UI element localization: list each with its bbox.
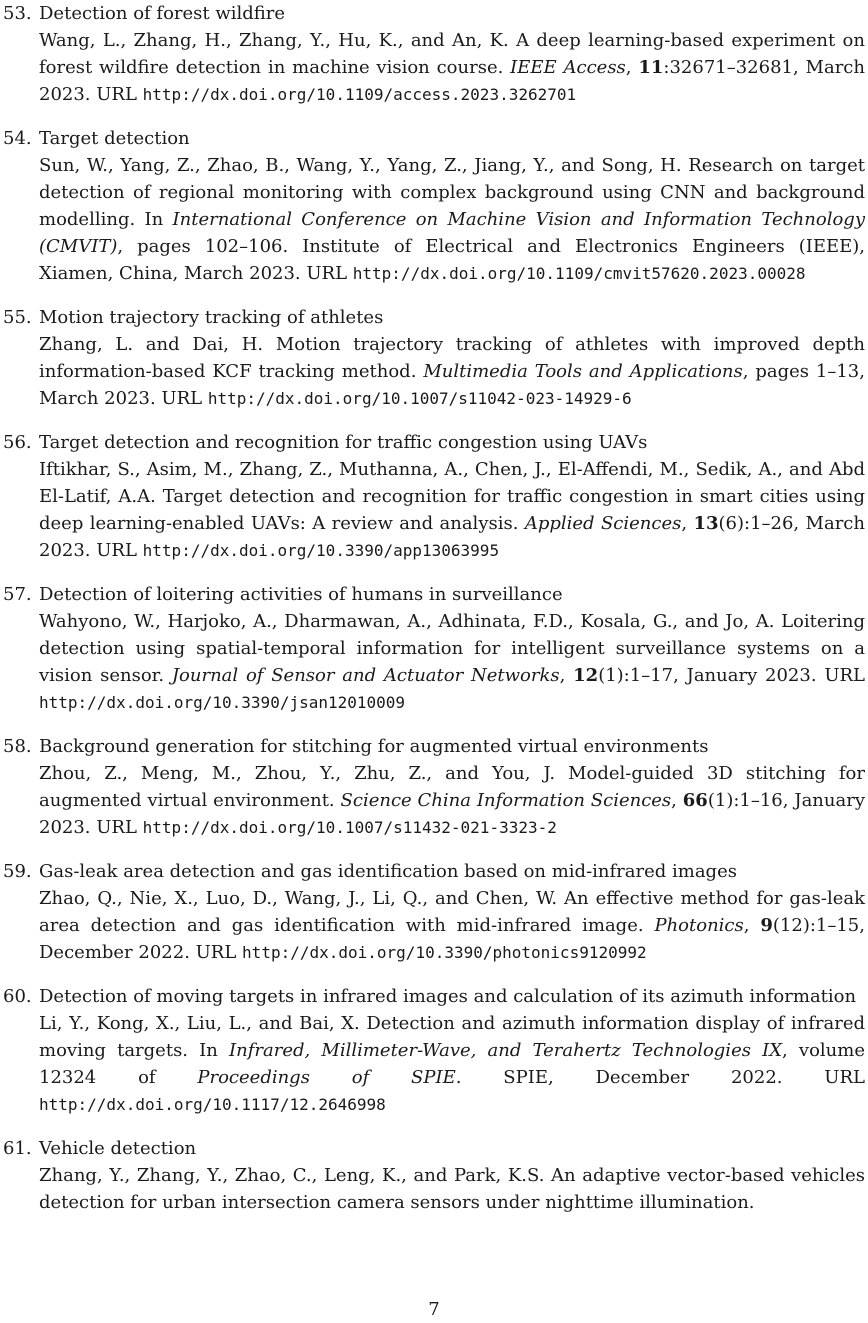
reference-number: 58. <box>3 736 32 757</box>
reference-citation <box>39 152 865 287</box>
reference-entry <box>0 429 868 564</box>
reference-topic: Background generation for stitching for augmented virtual environments <box>39 736 709 757</box>
citation-text: (6):1–26, March 2023. URL <box>39 513 865 561</box>
citation-venue: Science China Information Sciences <box>340 790 672 811</box>
citation-venue: Multimedia Tools and Applications <box>423 361 743 382</box>
citation-text: (1):1–17, January 2023. URL <box>598 665 866 686</box>
citation-text: , <box>681 513 694 534</box>
reference-number: 59. <box>3 861 32 882</box>
reference-entry <box>0 125 868 287</box>
citation-volume: 11 <box>638 57 664 78</box>
citation-text: , volume 12324 of <box>39 1040 865 1088</box>
citation-url[interactable]: http://dx.doi.org/10.1007/s11432-021-3323-2 <box>142 818 557 837</box>
citation-url[interactable]: http://dx.doi.org/10.1007/s11042-023-14929-6 <box>207 389 632 408</box>
citation-text: (1):1–16, January 2023. URL <box>39 790 865 838</box>
reference-entry <box>0 983 868 1118</box>
reference-number: 57. <box>3 584 32 605</box>
reference-number: 56. <box>3 432 32 453</box>
reference-citation <box>39 456 865 564</box>
reference-topic: Gas-leak area detection and gas identification based on mid-infrared images <box>39 861 737 882</box>
citation-venue: Photonics <box>654 915 744 936</box>
reference-entry <box>0 304 868 412</box>
citation-text: Li, Y., Kong, X., Liu, L., and Bai, X. Detection and azimuth information display of infrared moving targets. In <box>39 1013 865 1061</box>
citation-volume: 9 <box>760 915 773 936</box>
reference-topic: Detection of moving targets in infrared images and calculation of its azimuth information <box>39 986 857 1007</box>
reference-number: 55. <box>3 307 32 328</box>
citation-text: Zhang, Y., Zhang, Y., Zhao, C., Leng, K., and Park, K.S. An adaptive vector-based vehicles detection for urban intersection camera sensors under nighttime illumination. <box>39 1165 865 1213</box>
citation-venue: Journal of Sensor and Actuator Networks <box>171 665 560 686</box>
citation-text: , <box>743 915 761 936</box>
reference-number: 60. <box>3 986 32 1007</box>
citation-text: Zhao, Q., Nie, X., Luo, D., Wang, J., Li, Q., and Chen, W. An effective method for gas-leak area detection and gas identification with mid-infrared image. <box>39 888 865 936</box>
citation-text: Zhou, Z., Meng, M., Zhou, Y., Zhu, Z., and You, J. Model-guided 3D stitching for augmented virtual environment. <box>39 763 865 811</box>
reference-topic: Target detection <box>39 128 190 149</box>
citation-text: (12):1–15, December 2022. URL <box>39 915 865 963</box>
reference-entry <box>0 1135 868 1216</box>
citation-text: , <box>671 790 683 811</box>
page-number: 7 <box>428 1299 440 1320</box>
citation-url[interactable]: http://dx.doi.org/10.1109/cmvit57620.2023.00028 <box>352 264 806 283</box>
reference-number: 61. <box>3 1138 32 1159</box>
reference-entry <box>0 0 868 108</box>
reference-citation <box>39 885 865 966</box>
reference-citation <box>39 608 865 716</box>
citation-text: Zhang, L. and Dai, H. Motion trajectory tracking of athletes with improved depth information-based KCF tracking method. <box>39 334 865 382</box>
citation-text: Sun, W., Yang, Z., Zhao, B., Wang, Y., Yang, Z., Jiang, Y., and Song, H. Research on target detection of regional monitoring with complex background using CNN and background modelling. In <box>39 155 865 230</box>
reference-entry <box>0 733 868 841</box>
citation-text: . SPIE, December 2022. URL <box>455 1067 865 1088</box>
reference-topic: Motion trajectory tracking of athletes <box>39 307 384 328</box>
reference-number: 53. <box>3 3 32 24</box>
reference-number: 54. <box>3 128 32 149</box>
citation-text: , pages 1–13, March 2023. URL <box>39 361 865 409</box>
citation-volume: 13 <box>693 513 719 534</box>
citation-volume: 12 <box>573 665 599 686</box>
reference-citation <box>39 760 865 841</box>
citation-url[interactable]: http://dx.doi.org/10.1117/12.2646998 <box>39 1095 386 1114</box>
citation-venue: Infrared, Millimeter-Wave, and Terahertz Technologies IX <box>229 1040 783 1061</box>
reference-topic: Vehicle detection <box>39 1138 197 1159</box>
citation-text: Iftikhar, S., Asim, M., Zhang, Z., Muthanna, A., Chen, J., El-Affendi, M., Sedik, A., and Abd El-Latif, A.A. Target detection and recognition for traffic congestion in smart cities using deep learning-enabled UAVs: A review and analysis. <box>39 459 865 534</box>
citation-text: :32671–32681, March 2023. URL <box>39 57 865 105</box>
citation-venue: Applied Sciences <box>524 513 682 534</box>
reference-topic: Detection of loitering activities of humans in surveillance <box>39 584 563 605</box>
reference-citation <box>39 1010 865 1118</box>
citation-url[interactable]: http://dx.doi.org/10.3390/app13063995 <box>142 541 500 560</box>
reference-topic: Detection of forest wildfire <box>39 3 286 24</box>
citation-url[interactable]: http://dx.doi.org/10.3390/photonics9120992 <box>242 943 647 962</box>
citation-text: , pages 102–106. Institute of Electrical and Electronics Engineers (IEEE), Xiamen, China, March 2023. URL <box>39 236 865 284</box>
reference-entry <box>0 858 868 966</box>
citation-text: , <box>625 57 639 78</box>
reference-citation <box>39 27 865 108</box>
citation-text: Wang, L., Zhang, H., Zhang, Y., Hu, K., and An, K. A deep learning-based experiment on forest wildfire detection in machine vision course. <box>39 30 865 78</box>
reference-topic: Target detection and recognition for traffic congestion using UAVs <box>39 432 648 453</box>
citation-url[interactable]: http://dx.doi.org/10.3390/jsan12010009 <box>39 693 406 712</box>
reference-citation <box>39 331 865 412</box>
citation-text: Wahyono, W., Harjoko, A., Dharmawan, A., Adhinata, F.D., Kosala, G., and Jo, A. Loitering detection using spatial-temporal information for intelligent surveillance systems on a vision sensor. <box>39 611 865 686</box>
citation-text: , <box>559 665 574 686</box>
citation-venue: International Conference on Machine Vision and Information Technology (CMVIT) <box>39 209 865 257</box>
reference-citation <box>39 1162 865 1216</box>
citation-url[interactable]: http://dx.doi.org/10.1109/access.2023.3262701 <box>142 85 577 104</box>
citation-volume: 66 <box>682 790 708 811</box>
reference-entry <box>0 581 868 716</box>
citation-venue: Proceedings of SPIE <box>197 1067 456 1088</box>
citation-venue: IEEE Access <box>510 57 626 78</box>
